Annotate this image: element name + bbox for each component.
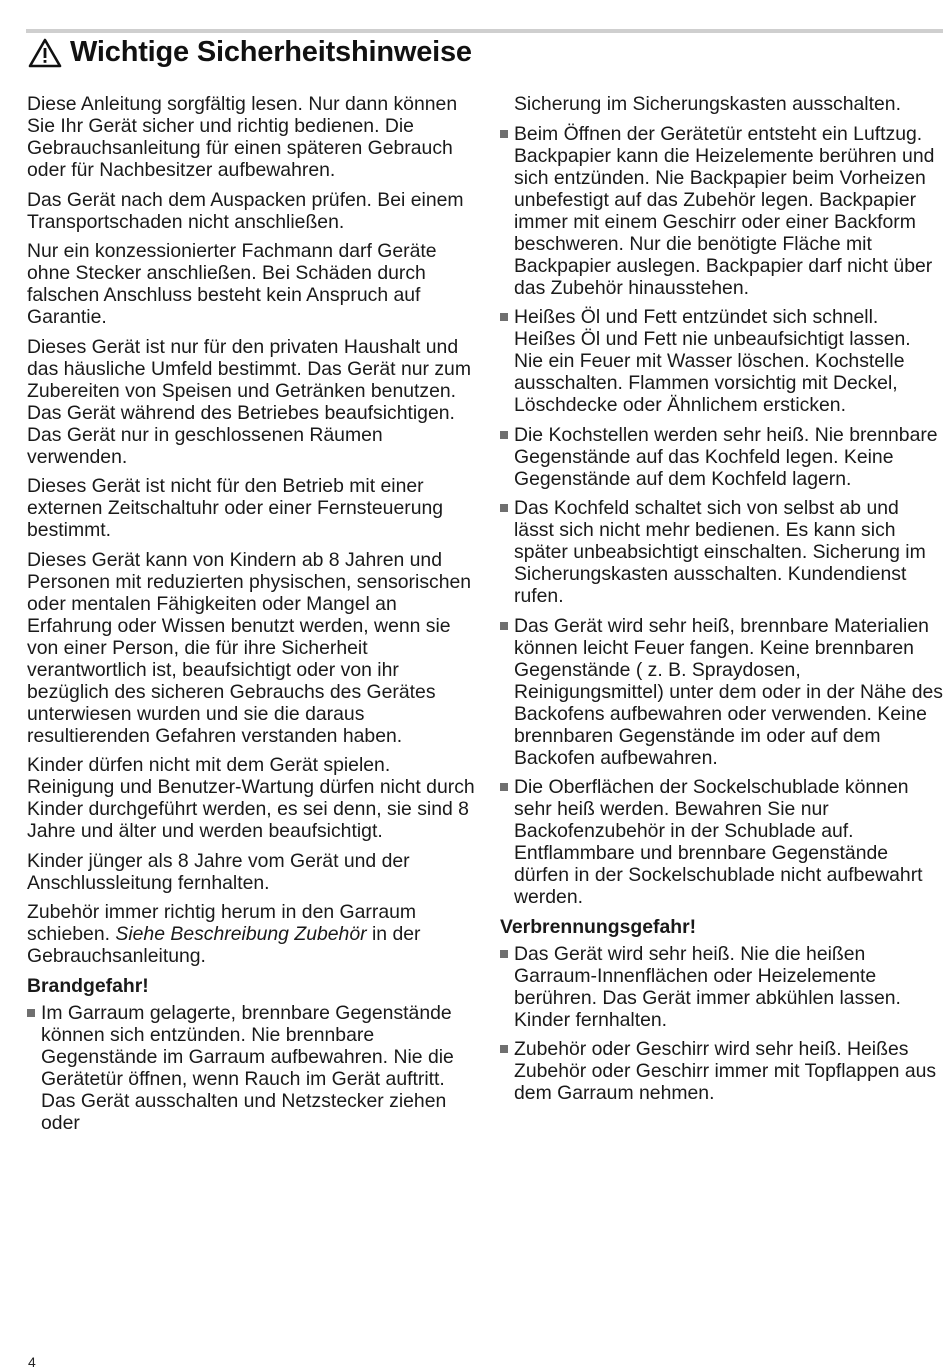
header-rule bbox=[26, 29, 943, 33]
children-distance-paragraph: Kinder jünger als 8 Jahre vom Gerät und der Anschlussleitung fernhalten. bbox=[27, 849, 410, 894]
fire-bullet: Die Kochstellen werden sehr heiß. Nie brennbare Gegenstände auf das Kochfeld legen. Keine Gegenstände auf dem Kochfeld lagern. bbox=[514, 424, 944, 490]
burn-bullet: Das Gerät wird sehr heiß. Nie die heißen Garraum-Innenflächen oder Heizelemente berühren. Das Gerät immer abkühlen lassen. Kinder fernhalten. bbox=[514, 943, 944, 1031]
installation-paragraph: Nur ein konzessionierter Fachmann darf Geräte ohne Stecker anschließen. Bei Schäden durch falschen Anschluss besteht kein Anspruch auf Garantie. bbox=[27, 240, 437, 328]
fire-bullet: Die Oberflächen der Sockelschublade können sehr heiß werden. Bewahren Sie nur Backofenzubehör in der Schublade auf. Entflammbare und brennbare Gegenstände dürfen in der Sockelschublade nicht aufbewahrt werden. bbox=[514, 776, 944, 908]
left-column bbox=[27, 93, 477, 1141]
burn-bullet: Zubehör oder Geschirr wird sehr heiß. Heißes Zubehör oder Geschirr immer mit Topflappen aus dem Garraum nehmen. bbox=[514, 1038, 944, 1104]
right-column bbox=[500, 93, 944, 1112]
accessory-text-end: in der Gebrauchsanleitung. bbox=[27, 923, 421, 967]
children-play-paragraph: Kinder dürfen nicht mit dem Gerät spielen. Reinigung und Benutzer-Wartung dürfen nicht durch Kinder durchgeführt werden, es sei denn, sie sind 8 Jahre und älter und werden beaufsichtigt. bbox=[27, 754, 475, 842]
fire-bullet: Heißes Öl und Fett entzündet sich schnell. Heißes Öl und Fett nie unbeaufsichtigt lassen. Nie ein Feuer mit Wasser löschen. Kochstelle ausschalten. Flammen vorsichtig mit Deckel, Löschdecke oder Ähnlichem ersticken. bbox=[514, 306, 944, 416]
children-persons-paragraph: Dieses Gerät kann von Kindern ab 8 Jahren und Personen mit reduzierten physischen, sensorischen oder mentalen Fähigkeiten oder Mangel an Erfahrung oder Wissen benutzt werden, wenn sie von einer Person, die für ihre Sicherheit verantwortlich ist, beaufsichtigt oder von ihr bezüglich des sicheren Gebrauchs des Gerätes unterwiesen wurden und sie die daraus resultierenden Gefahren verstanden haben. bbox=[27, 548, 472, 747]
fire-bullet-continuation: Sicherung im Sicherungskasten ausschalten. bbox=[514, 93, 901, 115]
fire-bullet: Beim Öffnen der Gerätetür entsteht ein Luftzug. Backpapier kann die Heizelemente berühren und sich entzünden. Nie Backpapier beim Vorheizen unbefestigt auf das Zubehör legen. Backpapier immer mit einem Geschirr oder einer Backform beschweren. Nur die benötigte Fläche mit Backpapier auslegen. Backpapier darf nicht über das Zubehör hinausstehen. bbox=[514, 123, 944, 299]
timer-paragraph: Dieses Gerät ist nicht für den Betrieb mit einer externen Zeitschaltuhr oder einer Fernsteuerung bestimmt. bbox=[27, 475, 444, 541]
fire-bullet: Das Kochfeld schaltet sich von selbst ab und lässt sich nicht mehr bedienen. Es kann sich später unbeabsichtigt einschalten. Sicherung im Sicherungskasten ausschalten. Kundendienst rufen. bbox=[514, 497, 944, 607]
intended-use-paragraph: Dieses Gerät ist nur für den privaten Haushalt und das häusliche Umfeld bestimmt. Das Gerät nur zum Zubereiten von Speisen und Getränken benutzen. Das Gerät während des Betriebes beaufsichtigen. Das Gerät nur in geschlossenen Räumen verwenden. bbox=[27, 335, 471, 468]
page-title bbox=[28, 36, 472, 69]
fire-hazard-heading: Brandgefahr! bbox=[27, 974, 149, 997]
fire-bullet: Im Garraum gelagerte, brennbare Gegenstände können sich entzünden. Nie brennbare Gegenstände im Garraum aufbewahren. Nie die Gerätetür öffnen, wenn Rauch im Gerät auftritt. Das Gerät ausschalten und Netzstecker ziehen oder bbox=[41, 1002, 477, 1134]
page-title-text: Wichtige Sicherheitshinweise bbox=[70, 36, 472, 68]
accessory-reference: Siehe Beschreibung Zubehör bbox=[115, 923, 367, 945]
burn-hazard-heading: Verbrennungsgefahr! bbox=[500, 915, 697, 938]
intro-paragraph: Diese Anleitung sorgfältig lesen. Nur dann können Sie Ihr Gerät sicher und richtig bedienen. Die Gebrauchsanleitung für einen späteren Gebrauch oder für Nachbesitzer aufbewahren. bbox=[27, 93, 458, 181]
inspection-paragraph: Das Gerät nach dem Auspacken prüfen. Bei einem Transportschaden nicht anschließen. bbox=[27, 188, 464, 233]
accessory-text: Zubehör immer richtig herum in den Garraum schieben. bbox=[27, 901, 417, 945]
page-number: 4 bbox=[28, 1354, 36, 1370]
warning-triangle-icon bbox=[28, 38, 62, 68]
fire-bullet: Das Gerät wird sehr heiß, brennbare Materialien können leicht Feuer fangen. Keine brennbaren Gegenstände ( z. B. Spraydosen, Reinigungsmittel) unter dem oder in der Nähe des Backofens aufbewahren oder verwenden. Keine brennbaren Gegenstände im oder auf dem Backofen aufbewahren. bbox=[514, 614, 943, 769]
accessory-paragraph bbox=[27, 901, 477, 967]
